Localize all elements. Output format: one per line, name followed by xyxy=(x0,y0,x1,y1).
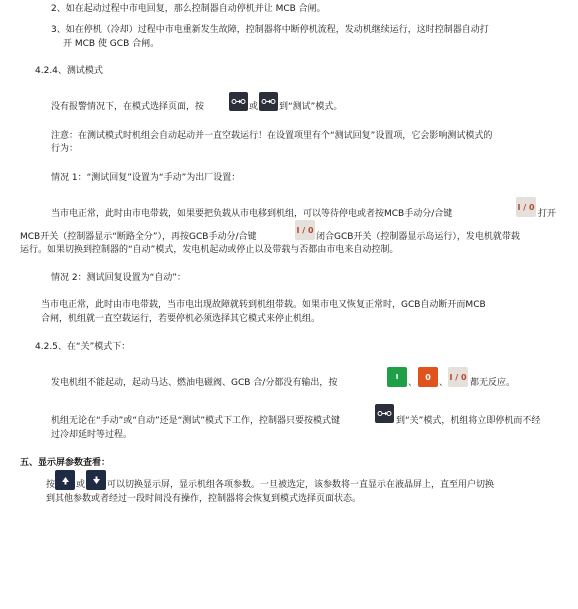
off-mode-line2a: 机组无论在“手动”或“自动”还是“测试”模式下工作，控制器只要按模式键 xyxy=(51,416,340,426)
section-heading-off-mode: 4.2.5、在“关”模式下： xyxy=(35,342,131,352)
stop-key-icon: 0 xyxy=(418,367,438,387)
case1-line2b: 闭合GCB开关（控制器显示岛运行），发电机就带载 xyxy=(316,232,520,242)
off-mode-line2b: 到“关”模式，机组将立即停机而不经 xyxy=(396,416,541,426)
off-mode-line3: 过冷却延时等过程。 xyxy=(51,430,133,440)
off-mode-sep1: 、 xyxy=(408,378,418,388)
case1-line3: 运行。如果切换到控制器的“自动”模式，发电机起动或停止以及带载与否都由市电来自动控制。 xyxy=(20,245,399,255)
test-mode-intro-or: 或 xyxy=(249,102,259,112)
arrow-up-key-icon xyxy=(55,470,75,490)
test-mode-intro-c: 到“测试”模式。 xyxy=(279,102,343,112)
case2-line2: 合闸，机组就一直空载运行，若要停机必须选择其它模式来停止机组。 xyxy=(41,314,321,324)
arrow-down-key-icon xyxy=(86,470,106,490)
mode-key-icon xyxy=(375,404,394,423)
section-heading-test-mode: 4.2.4、测试模式 xyxy=(35,66,103,76)
display-line2: 到其他参数或者经过一段时间没有操作，控制器将会恢复到模式选择页面状态。 xyxy=(46,494,362,504)
list-item-2: 2、如在起动过程中市电回复，那么控制器自动停机并让 MCB 合闸。 xyxy=(51,4,326,14)
case1-heading: 情况 1：“测试回复”设置为“手动”为出厂设置： xyxy=(51,173,241,183)
case1-line1-open: 打开 xyxy=(538,209,557,219)
start-key-icon: I xyxy=(387,367,407,387)
note-line2: 行为： xyxy=(51,144,79,154)
note-line1: 注意：在测试模式时机组会自动起动并一直空载运行！在设置项里有个“测试回复”设置项，它会影响测试模式的 xyxy=(51,131,493,141)
mode-left-key-icon xyxy=(229,92,248,111)
gcb-toggle-key-icon: I / 0 xyxy=(295,220,315,240)
case1-line2a: MCB开关（控制器显示“断路全分”），再按GCB手动分/合键 xyxy=(20,232,257,242)
off-mode-line1a: 发电机组不能起动，起动马达、燃油电磁阀、GCB 合/分都没有输出，按 xyxy=(51,378,338,388)
test-mode-intro-a: 没有报警情况下，在模式选择页面，按 xyxy=(51,102,205,112)
mode-right-key-icon xyxy=(259,92,278,111)
case2-heading: 情况 2：测试回复设置为“自动”： xyxy=(51,273,186,283)
display-line1-press: 按 xyxy=(46,480,56,490)
case1-line1: 当市电正常，此时由市电带载，如果要把负载从市电移到机组，可以等待停电或者按MCB手动分/合键 xyxy=(51,209,453,219)
off-mode-line1b: 都无反应。 xyxy=(470,378,516,388)
mcb-toggle-key-icon: I / 0 xyxy=(516,197,536,217)
list-item-3-line1: 3、如在停机（冷却）过程中市电重新发生故障，控制器将中断停机流程，发动机继续运行，这时控制器自动打 xyxy=(51,25,489,35)
display-line1-or: 或 xyxy=(76,480,86,490)
breaker-toggle-key-icon: I / 0 xyxy=(448,367,468,387)
section-heading-display: 五、显示屏参数查看： xyxy=(20,458,111,468)
case2-line1: 当市电正常，此时由市电带载，当市电出现故障就转到机组带载。如果市电又恢复正常时，GCB自动断开而MCB xyxy=(41,300,486,310)
off-mode-sep2: 、 xyxy=(439,378,449,388)
list-item-3-line2: 开 MCB 使 GCB 合闸。 xyxy=(63,39,160,49)
display-line1-text: 可以切换显示屏，显示机组各项参数。一旦被选定，该参数将一直显示在液晶屏上，直至用户切换 xyxy=(107,480,495,490)
